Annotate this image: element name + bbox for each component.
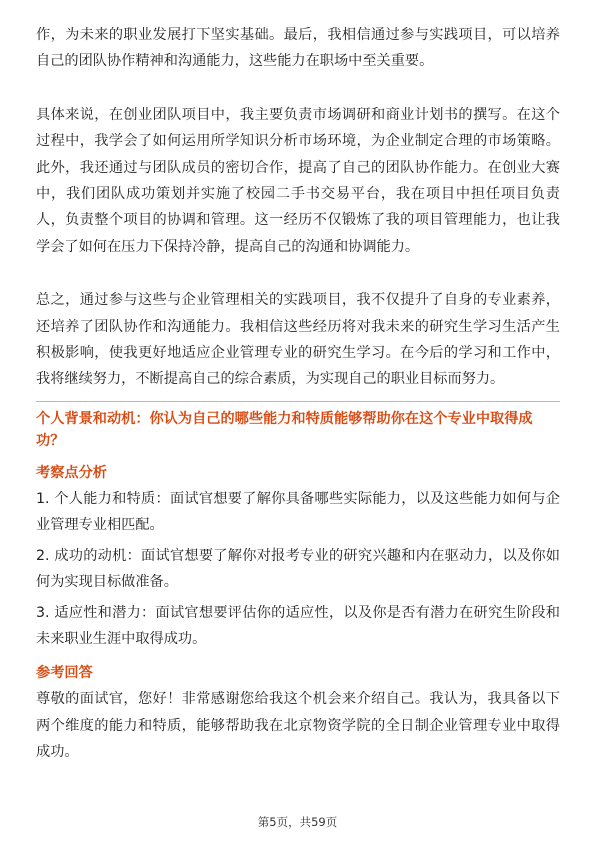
answer-heading: 参考回答: [36, 665, 93, 682]
section-divider: [36, 401, 560, 402]
question-title: 个人背景和动机：你认为自己的哪些能力和特质能够帮助你在这个专业中取得成功？: [36, 410, 533, 449]
paragraph-summary: 总之，通过参与这些与企业管理相关的实践项目，我不仅提升了自身的专业素养，还培养了团队协作和沟通能力。我相信这些经历将对我未来的研究生学习生活产生积极影响，使我更好地适应企业管理专业的研究生学习。在今后的学习和工作中，我将继续努力，不断提高自己的综合素质，为实现自己的职业目标而努力。: [36, 292, 560, 388]
paragraph-gap: [36, 75, 560, 102]
answer-text: 尊敬的面试官，您好！非常感谢您给我这个机会来介绍自己。我认为，我具备以下两个维度的能力和特质，能够帮助我在北京物资学院的全日制企业管理专业中取得成功。: [36, 691, 560, 761]
analysis-item-3: 3. 适应性和潜力：面试官想要评估你的适应性，以及你是否有潜力在研究生阶段和未来职业生涯中取得成功。: [36, 604, 560, 647]
page-number: 第5页，共59页: [257, 815, 338, 829]
analysis-item-1: 1. 个人能力和特质：面试官想要了解你具备哪些实际能力，以及这些能力如何与企业管理专业相匹配。: [36, 490, 560, 534]
analysis-item-2: 2. 成功的动机：面试官想要了解你对报考专业的研究兴趣和内在驱动力，以及你如何为实现目标做准备。: [36, 547, 560, 591]
paragraph-specific: 具体来说，在创业团队项目中，我主要负责市场调研和商业计划书的撰写。在这个过程中，我学会了如何运用所学知识分析市场环境，为企业制定合理的市场策略。此外，我还通过与团队成员的密切合作，提高了自己的团队协作能力。在创业大赛中，我们团队成功策划并实施了校园二手书交易平台，我在项目中担任项目负责人，负责整个项目的协调和管理。这一经历不仅锻炼了我的项目管理能力，也让我学会了如何在压力下保持冷静，提高自己的沟通和协调能力。: [36, 106, 560, 255]
paragraph-intro: 作，为未来的职业发展打下坚实基础。最后，我相信通过参与实践项目，可以培养自己的团队协作精神和沟通能力，这些能力在职场中至关重要。: [36, 27, 560, 70]
analysis-heading: 考察点分析: [36, 464, 107, 481]
paragraph-gap: [36, 260, 560, 287]
document-page: [36, 16, 560, 766]
